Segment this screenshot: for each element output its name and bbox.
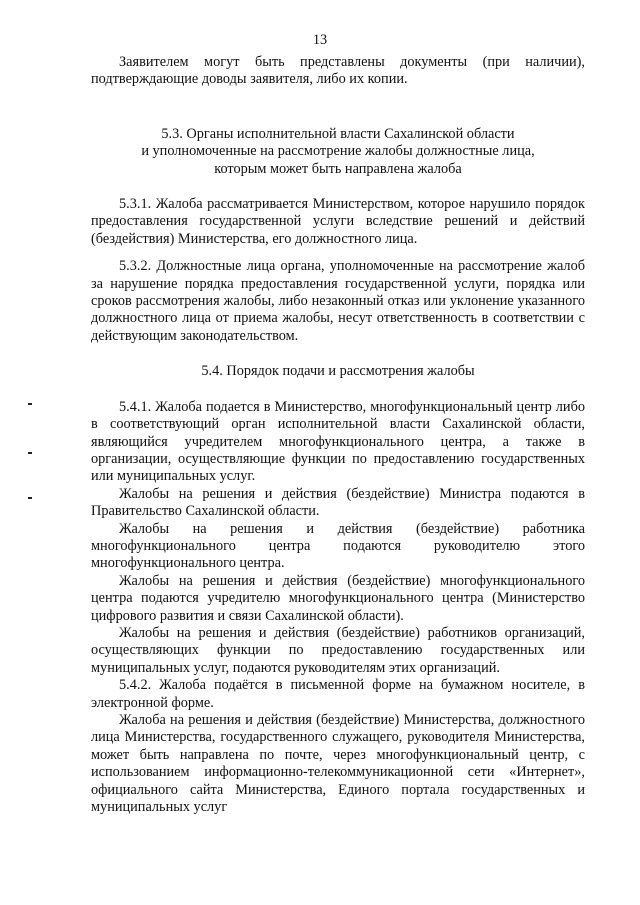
paragraph-5-4-1-e: Жалобы на решения и действия (бездействие) работников организаций, осуществляющих функции по предоставлению государственных или муниципальных услуг, подаются руководителям этих организаций. <box>91 624 585 676</box>
page-number: 13 <box>312 32 328 48</box>
heading-line: и уполномоченные на рассмотрение жалобы должностные лица, <box>141 143 535 160</box>
margin-mark <box>28 497 32 499</box>
section-5-4-heading: 5.4. Порядок подачи и рассмотрения жалобы <box>201 363 475 380</box>
heading-line: 5.3. Органы исполнительной власти Сахалинской области <box>161 125 515 142</box>
paragraph-5-4-1-c: Жалобы на решения и действия (бездействие) работника многофункционального центра подаются руководителю этого многофункционального центра. <box>91 520 585 572</box>
paragraph-5-4-1-d: Жалобы на решения и действия (бездействие) многофункционального центра подаются учредителю многофункционального центра (Министерство цифрового развития и связи Сахалинской области). <box>91 572 585 624</box>
paragraph-5-3-1: 5.3.1. Жалоба рассматривается Министерством, которое нарушило порядок предоставления государственной услуги вследствие решений и действий (бездействия) Министерства, его должностного лица. <box>91 196 585 247</box>
heading-line: которым может быть направлена жалоба <box>214 160 462 177</box>
paragraph-5-3-2: 5.3.2. Должностные лица органа, уполномоченные на рассмотрение жалоб за нарушение порядка предоставления государственной услуги, порядка или сроков рассмотрения жалобы, либо незаконный отказ или уклонение указанного должностного лица от приема жалобы, несут ответственность в соответствии с действующим законодательством. <box>91 258 585 344</box>
margin-mark <box>28 452 32 454</box>
document-body <box>91 54 585 816</box>
paragraph-5-4-1: 5.4.1. Жалоба подается в Министерство, многофункциональный центр либо в соответствующий орган исполнительной власти Сахалинской области, являющийся учредителем многофункционального центра, а также в организации, осуществляющие функции по предоставлению государственных или муниципальных услуг. <box>91 398 585 485</box>
section-5-3-heading <box>91 126 585 178</box>
paragraph-5-4-2-b: Жалоба на решения и действия (бездействие) Министерства, должностного лица Министерства, государственного служащего, руководителя Министерства, может быть направлена по почте, через многофункциональный центр, с использованием информационно-телекоммуникационной сети «Интернет», официального сайта Министерства, Единого портала государственных и муниципальных услуг <box>91 712 585 816</box>
paragraph-5-4-1-b: Жалобы на решения и действия (бездействие) Министра подаются в Правительство Сахалинской области. <box>91 485 585 520</box>
intro-paragraph: Заявителем могут быть представлены документы (при наличии), подтверждающие доводы заявителя, либо их копии. <box>91 54 585 88</box>
margin-mark <box>28 403 32 405</box>
paragraph-5-4-2: 5.4.2. Жалоба подаётся в письменной форме на бумажном носителе, в электронной форме. <box>91 677 585 711</box>
